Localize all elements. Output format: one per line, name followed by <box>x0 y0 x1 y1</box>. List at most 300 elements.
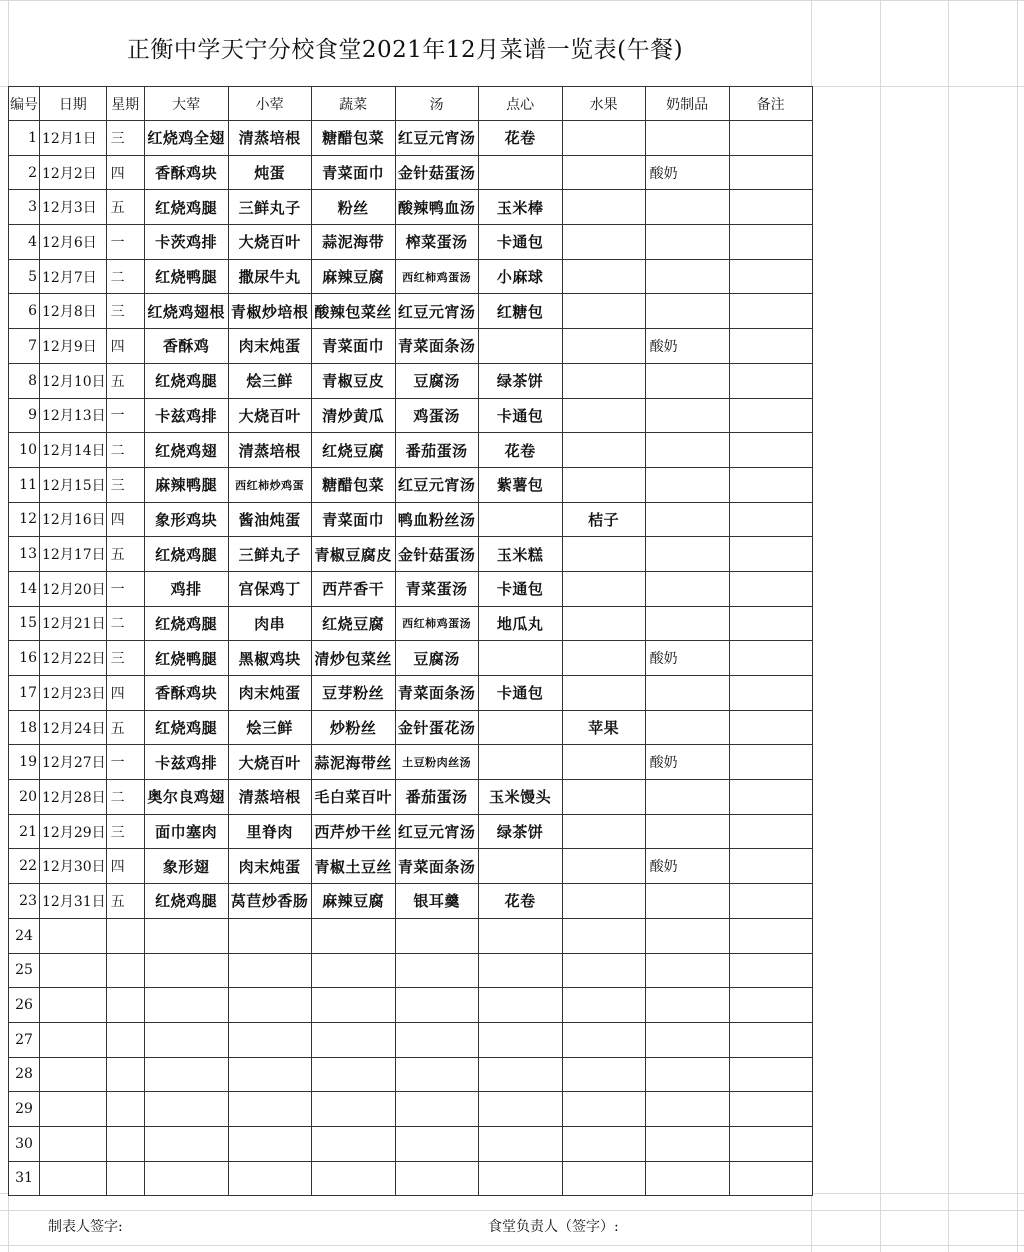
table-row <box>9 884 813 919</box>
cell-no: 2 <box>9 155 40 190</box>
cell-no: 28 <box>9 1057 40 1092</box>
cell-snack: 玉米糕 <box>478 537 562 572</box>
page-title: 正衡中学天宁分校食堂2021年12月菜谱一览表(午餐) <box>126 37 684 63</box>
cell-main-dish: 鸡排 <box>144 571 228 606</box>
cell-weekday: 四 <box>106 849 144 884</box>
cell-fruit <box>562 571 645 606</box>
table-row <box>9 780 813 815</box>
cell-date: 12月10日 <box>40 363 107 398</box>
cell-snack <box>478 502 562 537</box>
cell-snack: 卡通包 <box>478 398 562 433</box>
cell-main-dish: 象形翅 <box>144 849 228 884</box>
cell-fruit <box>562 433 645 468</box>
cell-weekday: 四 <box>106 502 144 537</box>
cell-main-dish: 麻辣鸭腿 <box>144 467 228 502</box>
cell-date: 12月29日 <box>40 814 107 849</box>
cell-snack: 卡通包 <box>478 225 562 260</box>
table-row <box>9 571 813 606</box>
cell-dairy <box>645 710 729 745</box>
cell-note <box>729 398 812 433</box>
grid-line <box>948 0 949 1252</box>
cell-empty <box>645 1126 729 1161</box>
cell-no: 5 <box>9 259 40 294</box>
cell-soup: 银耳羹 <box>395 884 478 919</box>
cell-empty <box>144 918 228 953</box>
cell-date: 12月31日 <box>40 884 107 919</box>
cell-no: 26 <box>9 988 40 1023</box>
cell-note <box>729 710 812 745</box>
cell-side-dish: 肉末炖蛋 <box>228 329 311 364</box>
cell-date: 12月30日 <box>40 849 107 884</box>
cell-empty <box>311 1022 395 1057</box>
cell-note <box>729 641 812 676</box>
cell-no: 7 <box>9 329 40 364</box>
cell-no: 13 <box>9 537 40 572</box>
cell-fruit <box>562 745 645 780</box>
cell-no: 10 <box>9 433 40 468</box>
cell-empty <box>144 1022 228 1057</box>
cell-empty <box>106 988 144 1023</box>
cell-empty <box>228 1057 311 1092</box>
cell-empty <box>40 953 107 988</box>
cell-date: 12月2日 <box>40 155 107 190</box>
cell-note <box>729 155 812 190</box>
cell-snack <box>478 745 562 780</box>
cell-no: 29 <box>9 1092 40 1127</box>
cell-date: 12月17日 <box>40 537 107 572</box>
cell-main-dish: 卡茨鸡排 <box>144 225 228 260</box>
cell-note <box>729 537 812 572</box>
cell-soup: 西红柿鸡蛋汤 <box>395 259 478 294</box>
cell-snack <box>478 155 562 190</box>
cell-soup: 鸭血粉丝汤 <box>395 502 478 537</box>
cell-empty <box>144 953 228 988</box>
cell-empty <box>228 1126 311 1161</box>
cell-dairy <box>645 780 729 815</box>
cell-snack: 玉米馒头 <box>478 780 562 815</box>
table-row <box>9 259 813 294</box>
cell-empty <box>395 1057 478 1092</box>
cell-empty <box>729 1126 812 1161</box>
cell-fruit <box>562 225 645 260</box>
cell-snack: 玉米棒 <box>478 190 562 225</box>
cell-weekday: 四 <box>106 155 144 190</box>
cell-main-dish: 红烧鸭腿 <box>144 641 228 676</box>
cell-soup: 青菜面条汤 <box>395 849 478 884</box>
table-row <box>9 676 813 711</box>
cell-empty <box>40 918 107 953</box>
cell-empty <box>40 988 107 1023</box>
cell-empty <box>562 1057 645 1092</box>
cell-weekday: 三 <box>106 641 144 676</box>
cell-weekday: 三 <box>106 121 144 156</box>
cell-vegetable: 青椒土豆丝 <box>311 849 395 884</box>
cell-vegetable: 炒粉丝 <box>311 710 395 745</box>
cell-dairy <box>645 121 729 156</box>
header-row <box>9 87 813 121</box>
cell-dairy <box>645 467 729 502</box>
cell-snack: 卡通包 <box>478 676 562 711</box>
cell-fruit <box>562 329 645 364</box>
cell-vegetable: 糖醋包菜 <box>311 121 395 156</box>
cell-empty <box>729 1057 812 1092</box>
cell-no: 18 <box>9 710 40 745</box>
cell-note <box>729 294 812 329</box>
cell-empty <box>645 1057 729 1092</box>
header-cell-note: 备注 <box>729 87 812 121</box>
cell-dairy <box>645 398 729 433</box>
cell-weekday: 一 <box>106 571 144 606</box>
cell-fruit <box>562 537 645 572</box>
cell-fruit: 苹果 <box>562 710 645 745</box>
cell-empty <box>645 1161 729 1196</box>
cell-no: 25 <box>9 953 40 988</box>
table-row <box>9 502 813 537</box>
cell-soup: 西红柿鸡蛋汤 <box>395 606 478 641</box>
cell-weekday: 一 <box>106 398 144 433</box>
cell-date: 12月8日 <box>40 294 107 329</box>
cell-no: 6 <box>9 294 40 329</box>
table-row <box>9 537 813 572</box>
grid-line <box>1017 0 1018 1252</box>
cell-empty <box>311 918 395 953</box>
cell-empty <box>395 918 478 953</box>
cell-empty <box>395 1126 478 1161</box>
cell-note <box>729 676 812 711</box>
cell-fruit <box>562 641 645 676</box>
cell-vegetable: 酸辣包菜丝 <box>311 294 395 329</box>
cell-fruit <box>562 606 645 641</box>
cell-no: 21 <box>9 814 40 849</box>
cell-weekday: 四 <box>106 676 144 711</box>
cell-no: 14 <box>9 571 40 606</box>
header-cell-snack: 点心 <box>478 87 562 121</box>
cell-main-dish: 香酥鸡 <box>144 329 228 364</box>
cell-vegetable: 豆芽粉丝 <box>311 676 395 711</box>
cell-empty <box>562 1092 645 1127</box>
cell-vegetable: 毛白菜百叶 <box>311 780 395 815</box>
table-row <box>9 467 813 502</box>
grid-line <box>0 1210 1024 1211</box>
cell-vegetable: 粉丝 <box>311 190 395 225</box>
cell-soup: 豆腐汤 <box>395 641 478 676</box>
header-cell-weekday: 星期 <box>106 87 144 121</box>
cell-date: 12月14日 <box>40 433 107 468</box>
cell-side-dish: 里脊肉 <box>228 814 311 849</box>
cell-empty <box>478 1057 562 1092</box>
cell-no: 22 <box>9 849 40 884</box>
cell-main-dish: 红烧鸡腿 <box>144 710 228 745</box>
cell-soup: 鸡蛋汤 <box>395 398 478 433</box>
cell-empty <box>562 988 645 1023</box>
cell-main-dish: 红烧鸡全翅 <box>144 121 228 156</box>
cell-date: 12月3日 <box>40 190 107 225</box>
table-row-empty <box>9 918 813 953</box>
cell-note <box>729 849 812 884</box>
cell-no: 3 <box>9 190 40 225</box>
cell-snack: 绿茶饼 <box>478 363 562 398</box>
cell-empty <box>645 1092 729 1127</box>
cell-note <box>729 467 812 502</box>
cell-vegetable: 清炒黄瓜 <box>311 398 395 433</box>
cell-vegetable: 糖醋包菜 <box>311 467 395 502</box>
cell-main-dish: 红烧鸡腿 <box>144 363 228 398</box>
cell-side-dish: 肉末炖蛋 <box>228 849 311 884</box>
cell-soup: 青菜蛋汤 <box>395 571 478 606</box>
cell-date: 12月20日 <box>40 571 107 606</box>
cell-empty <box>106 1092 144 1127</box>
cell-fruit <box>562 155 645 190</box>
cell-no: 23 <box>9 884 40 919</box>
cell-vegetable: 青椒豆腐皮 <box>311 537 395 572</box>
cell-vegetable: 西芹香干 <box>311 571 395 606</box>
cell-fruit <box>562 398 645 433</box>
cell-empty <box>311 1161 395 1196</box>
cell-weekday: 五 <box>106 363 144 398</box>
cell-no: 4 <box>9 225 40 260</box>
cell-date: 12月28日 <box>40 780 107 815</box>
cell-empty <box>562 1022 645 1057</box>
cell-empty <box>228 1092 311 1127</box>
table-row <box>9 155 813 190</box>
table-row <box>9 294 813 329</box>
cell-no: 1 <box>9 121 40 156</box>
header-cell-date: 日期 <box>40 87 107 121</box>
cell-main-dish: 红烧鸡腿 <box>144 606 228 641</box>
cell-soup: 番茄蛋汤 <box>395 780 478 815</box>
cell-dairy <box>645 814 729 849</box>
cell-note <box>729 433 812 468</box>
cell-empty <box>106 918 144 953</box>
cell-side-dish: 酱油炖蛋 <box>228 502 311 537</box>
cell-weekday: 三 <box>106 814 144 849</box>
cell-snack <box>478 641 562 676</box>
cell-dairy <box>645 676 729 711</box>
table-row <box>9 849 813 884</box>
cell-weekday: 五 <box>106 884 144 919</box>
table-row-empty <box>9 1057 813 1092</box>
grid-line <box>0 0 1024 1</box>
cell-empty <box>106 1022 144 1057</box>
cell-side-dish: 肉串 <box>228 606 311 641</box>
table-row-empty <box>9 1022 813 1057</box>
cell-fruit <box>562 814 645 849</box>
cell-fruit <box>562 780 645 815</box>
cell-main-dish: 香酥鸡块 <box>144 155 228 190</box>
cell-empty <box>144 1057 228 1092</box>
cell-empty <box>228 1161 311 1196</box>
table-row <box>9 190 813 225</box>
cell-empty <box>562 918 645 953</box>
cell-empty <box>144 1126 228 1161</box>
table-row <box>9 225 813 260</box>
cell-empty <box>40 1057 107 1092</box>
cell-side-dish: 三鲜丸子 <box>228 537 311 572</box>
cell-weekday: 二 <box>106 780 144 815</box>
cell-empty <box>144 1092 228 1127</box>
cell-main-dish: 红烧鸡翅 <box>144 433 228 468</box>
table-row <box>9 329 813 364</box>
cell-note <box>729 121 812 156</box>
cell-empty <box>729 988 812 1023</box>
cell-empty <box>478 918 562 953</box>
cell-vegetable: 青菜面巾 <box>311 502 395 537</box>
cell-soup: 榨菜蛋汤 <box>395 225 478 260</box>
grid-line <box>0 1245 1024 1246</box>
cell-soup: 红豆元宵汤 <box>395 294 478 329</box>
cell-no: 19 <box>9 745 40 780</box>
cell-dairy <box>645 537 729 572</box>
table-row-empty <box>9 1126 813 1161</box>
cell-no: 17 <box>9 676 40 711</box>
header-cell-no: 编号 <box>9 87 40 121</box>
maker-signature-label: 制表人签字: <box>48 1219 123 1235</box>
cell-dairy <box>645 606 729 641</box>
cell-empty <box>562 1126 645 1161</box>
cell-dairy: 酸奶 <box>645 849 729 884</box>
cell-dairy <box>645 225 729 260</box>
cell-dairy <box>645 363 729 398</box>
cell-empty <box>729 1161 812 1196</box>
cell-date: 12月22日 <box>40 641 107 676</box>
cell-empty <box>311 953 395 988</box>
table-row <box>9 745 813 780</box>
table-row <box>9 606 813 641</box>
cell-snack <box>478 329 562 364</box>
cell-side-dish: 大烧百叶 <box>228 398 311 433</box>
cell-empty <box>729 918 812 953</box>
cell-empty <box>395 1022 478 1057</box>
cell-weekday: 二 <box>106 606 144 641</box>
cell-weekday: 五 <box>106 710 144 745</box>
cell-empty <box>395 1161 478 1196</box>
cell-empty <box>144 1161 228 1196</box>
cell-empty <box>645 953 729 988</box>
cell-vegetable: 青菜面巾 <box>311 155 395 190</box>
cell-soup: 红豆元宵汤 <box>395 121 478 156</box>
cell-dairy <box>645 884 729 919</box>
cell-empty <box>729 1022 812 1057</box>
cell-empty <box>106 953 144 988</box>
cell-note <box>729 606 812 641</box>
cell-dairy: 酸奶 <box>645 329 729 364</box>
cell-empty <box>106 1126 144 1161</box>
cell-empty <box>311 988 395 1023</box>
cell-empty <box>106 1161 144 1196</box>
cell-soup: 青菜面条汤 <box>395 329 478 364</box>
cell-empty <box>395 953 478 988</box>
cell-dairy <box>645 294 729 329</box>
table-row <box>9 363 813 398</box>
cell-side-dish: 炖蛋 <box>228 155 311 190</box>
cell-dairy: 酸奶 <box>645 745 729 780</box>
cell-weekday: 三 <box>106 467 144 502</box>
cell-snack: 紫薯包 <box>478 467 562 502</box>
cell-snack: 卡通包 <box>478 571 562 606</box>
cell-note <box>729 814 812 849</box>
cell-side-dish: 烩三鲜 <box>228 363 311 398</box>
table-row <box>9 641 813 676</box>
cell-empty <box>395 988 478 1023</box>
cell-snack: 小麻球 <box>478 259 562 294</box>
cell-date: 12月1日 <box>40 121 107 156</box>
cell-date: 12月16日 <box>40 502 107 537</box>
cell-vegetable: 蒜泥海带丝 <box>311 745 395 780</box>
cell-dairy <box>645 502 729 537</box>
cell-empty <box>478 1022 562 1057</box>
cell-date: 12月27日 <box>40 745 107 780</box>
cell-main-dish: 红烧鸡翅根 <box>144 294 228 329</box>
cell-side-dish: 肉末炖蛋 <box>228 676 311 711</box>
cell-no: 12 <box>9 502 40 537</box>
table-row <box>9 398 813 433</box>
cell-dairy <box>645 259 729 294</box>
cell-date: 12月23日 <box>40 676 107 711</box>
cell-empty <box>228 953 311 988</box>
cell-empty <box>40 1092 107 1127</box>
cell-side-dish: 清蒸培根 <box>228 433 311 468</box>
cell-empty <box>478 953 562 988</box>
cell-date: 12月15日 <box>40 467 107 502</box>
cell-side-dish: 大烧百叶 <box>228 745 311 780</box>
cell-date: 12月9日 <box>40 329 107 364</box>
cell-note <box>729 571 812 606</box>
cell-no: 30 <box>9 1126 40 1161</box>
header-cell-dairy: 奶制品 <box>645 87 729 121</box>
cell-date: 12月24日 <box>40 710 107 745</box>
cell-fruit <box>562 294 645 329</box>
cell-note <box>729 884 812 919</box>
cell-no: 16 <box>9 641 40 676</box>
cell-empty <box>478 1126 562 1161</box>
cell-main-dish: 奥尔良鸡翅 <box>144 780 228 815</box>
cell-dairy <box>645 190 729 225</box>
cell-date: 12月13日 <box>40 398 107 433</box>
manager-signature-label: 食堂负责人（签字）: <box>488 1219 619 1235</box>
cell-empty <box>228 988 311 1023</box>
cell-soup: 酸辣鸭血汤 <box>395 190 478 225</box>
cell-side-dish: 大烧百叶 <box>228 225 311 260</box>
cell-no: 20 <box>9 780 40 815</box>
cell-vegetable: 青菜面巾 <box>311 329 395 364</box>
header-cell-veg: 蔬菜 <box>311 87 395 121</box>
cell-note <box>729 502 812 537</box>
cell-snack: 花卷 <box>478 884 562 919</box>
cell-main-dish: 红烧鸡腿 <box>144 190 228 225</box>
cell-note <box>729 329 812 364</box>
table-row-empty <box>9 953 813 988</box>
cell-empty <box>645 1022 729 1057</box>
table-row <box>9 814 813 849</box>
cell-vegetable: 清炒包菜丝 <box>311 641 395 676</box>
cell-main-dish: 香酥鸡块 <box>144 676 228 711</box>
cell-side-dish: 黑椒鸡块 <box>228 641 311 676</box>
header-cell-fruit: 水果 <box>562 87 645 121</box>
header-cell-main: 大荤 <box>144 87 228 121</box>
cell-note <box>729 259 812 294</box>
table-row <box>9 433 813 468</box>
cell-main-dish: 面巾塞肉 <box>144 814 228 849</box>
cell-empty <box>562 1161 645 1196</box>
header-cell-soup: 汤 <box>395 87 478 121</box>
cell-vegetable: 蒜泥海带 <box>311 225 395 260</box>
cell-dairy <box>645 571 729 606</box>
cell-date: 12月6日 <box>40 225 107 260</box>
cell-empty <box>478 988 562 1023</box>
header-cell-side: 小荤 <box>228 87 311 121</box>
cell-vegetable: 西芹炒干丝 <box>311 814 395 849</box>
cell-side-dish: 莴苣炒香肠 <box>228 884 311 919</box>
